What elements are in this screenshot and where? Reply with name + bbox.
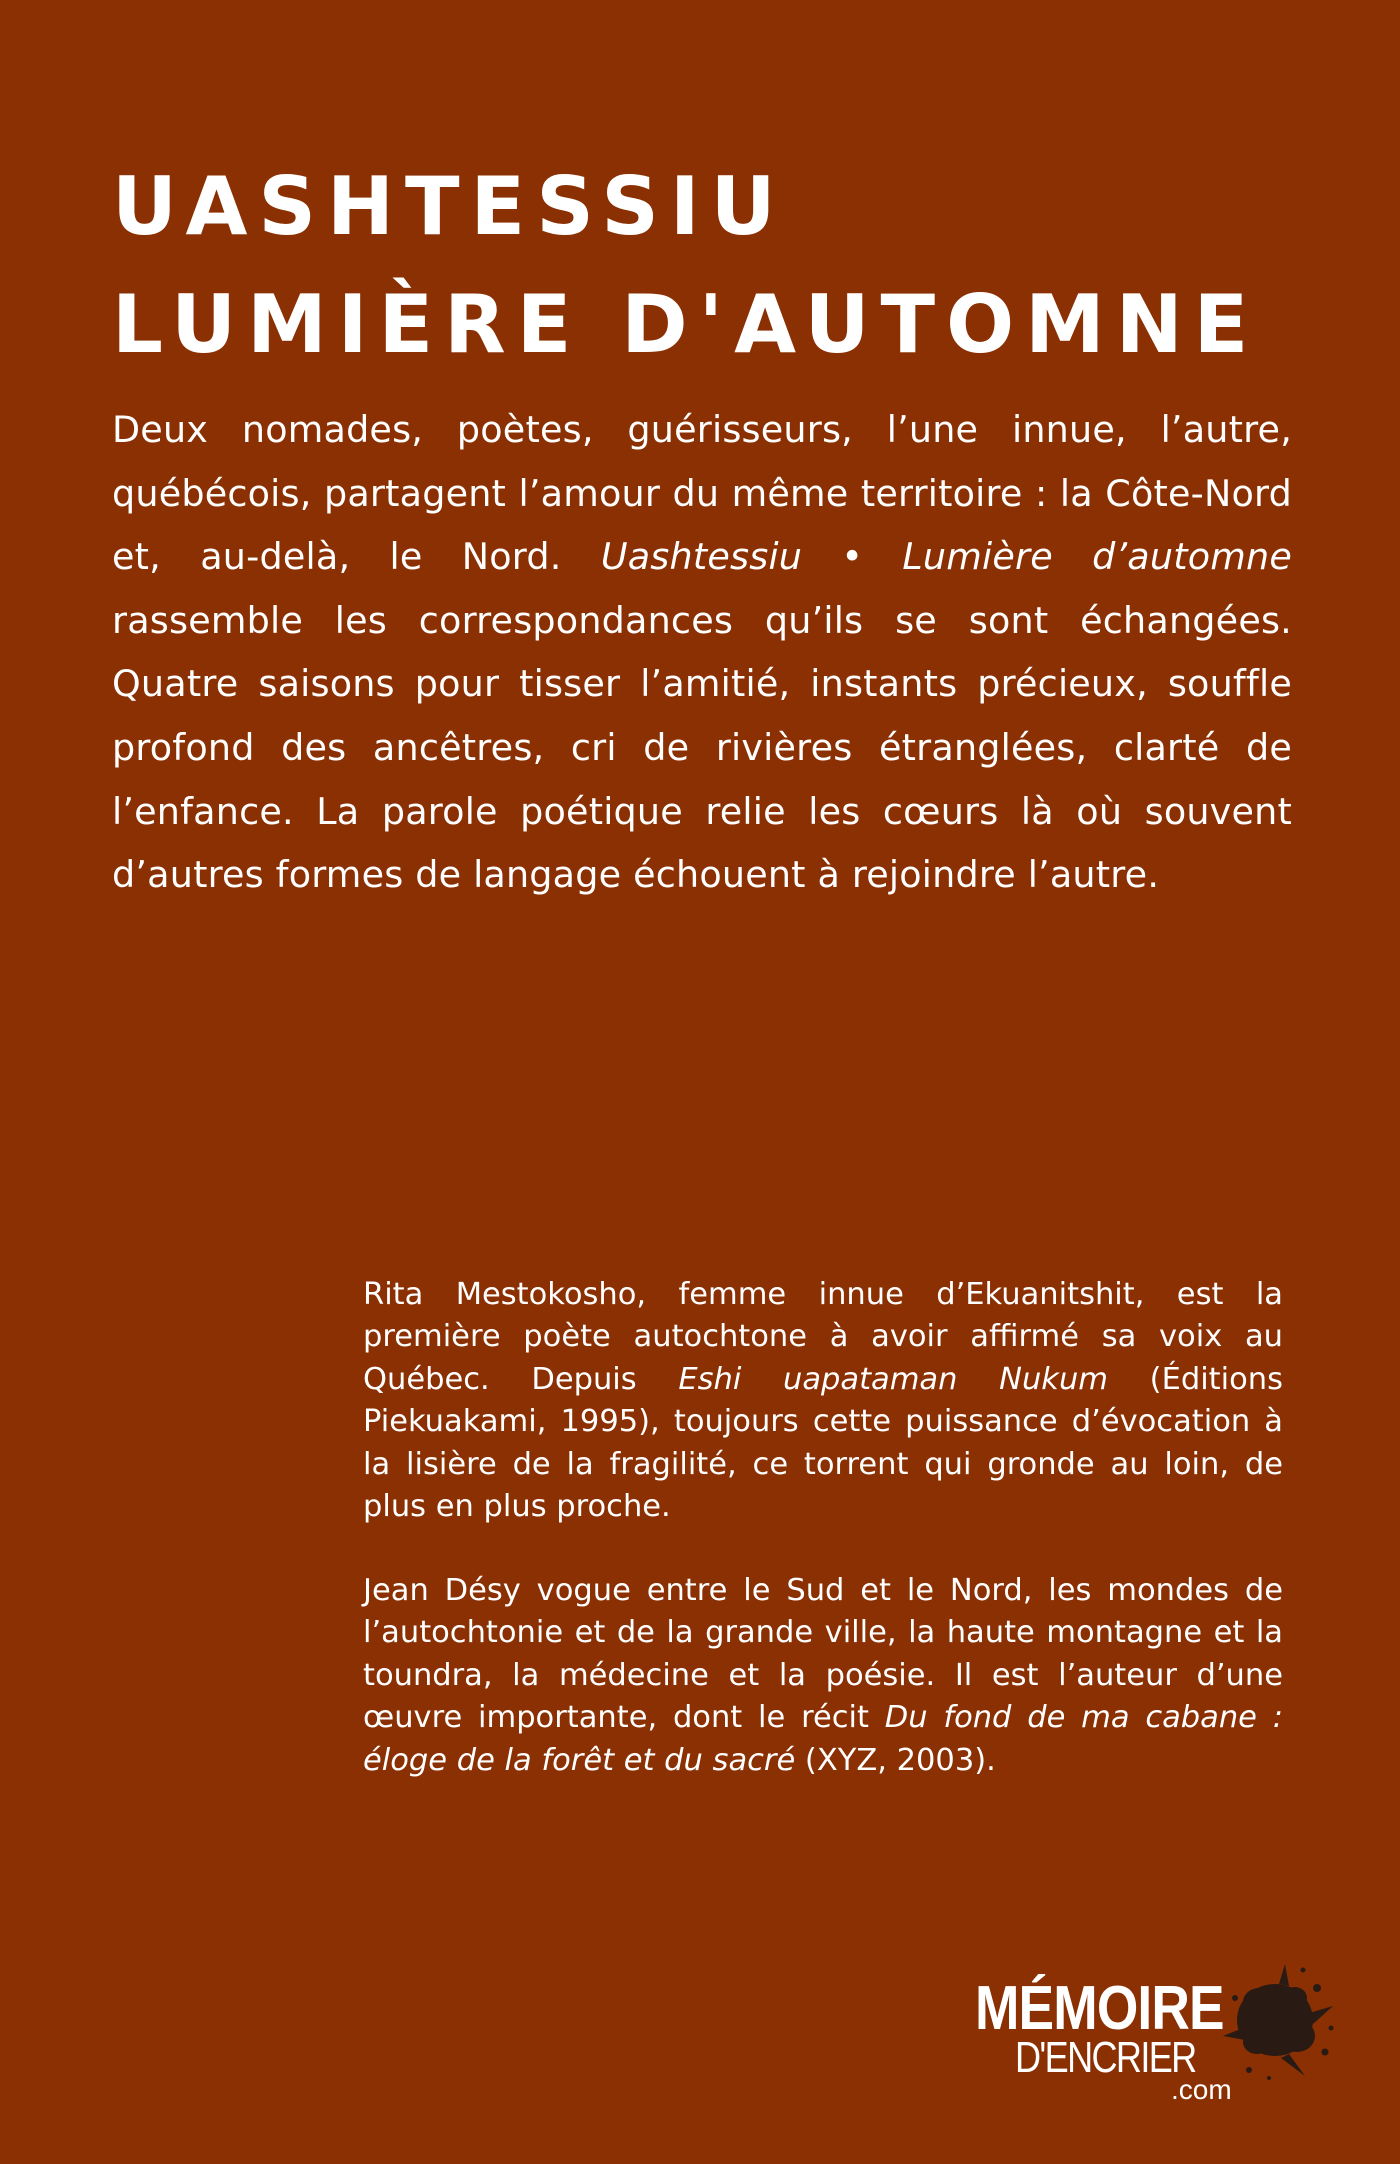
logo-subname: D'ENCRIER	[1015, 2033, 1196, 2082]
bio-rita-text-2: (Éditions Piekuakami, 1995), toujours cette puissance d’évocation à la lisière de la fragilité, ce torrent qui gronde au loin, de plus en plus proche.	[363, 1361, 1283, 1525]
title-line-2: LUMIÈRE D'AUTOMNE	[112, 278, 1260, 371]
title-line-1: UASHTESSIU	[112, 160, 787, 253]
logo-name: MÉMOIRE	[975, 1974, 1224, 2043]
bio-jean-text-1: Jean Désy vogue entre le Sud et le Nord, les mondes de l’autochtonie et de la grande ville, la haute montagne et la toundra, la médecine et la poésie. Il est l’auteur d’une œuvre importante, dont le récit	[363, 1573, 1283, 1736]
author-bio-jean	[363, 1570, 1283, 1782]
intro-paragraph	[112, 398, 1292, 907]
intro-text-1: Deux nomades, poètes, guérisseurs, l’une innue, l’autre, québécois, partagent l’amour du même territoire : la Côte-Nord et, au-delà, le Nord.	[112, 408, 1292, 579]
bio-rita-italic-title: Eshi uapataman Nukum	[678, 1361, 1108, 1397]
author-bio-rita	[363, 1274, 1283, 1528]
ink-blot-icon	[1219, 1958, 1339, 2088]
publisher-logo	[975, 1958, 1355, 2108]
bio-jean-text-2: (XYZ, 2003).	[795, 1742, 996, 1778]
logo-domain: .com	[1171, 2074, 1232, 2105]
intro-text-2: rassemble les correspondances qu’ils se sont échangées. Quatre saisons pour tisser l’amitié, instants précieux, souffle profond des ancêtres, cri de rivières étranglées, clarté de l’enfance. La parole poétique relie les cœurs là où souvent d’autres formes de langage échouent à rejoindre l’autre.	[112, 598, 1292, 897]
bio-rita-text-1: Rita Mestokosho, femme innue d’Ekuanitshit, est la première poète autochtone à avoir affirmé sa voix au Québec. Depuis	[363, 1277, 1283, 1397]
book-title	[112, 148, 1312, 384]
intro-italic-title: Uashtessiu • Lumière d’automne	[600, 535, 1292, 579]
bio-jean-italic-title: Du fond de ma cabane : éloge de la forêt et du sacré	[363, 1700, 1283, 1778]
